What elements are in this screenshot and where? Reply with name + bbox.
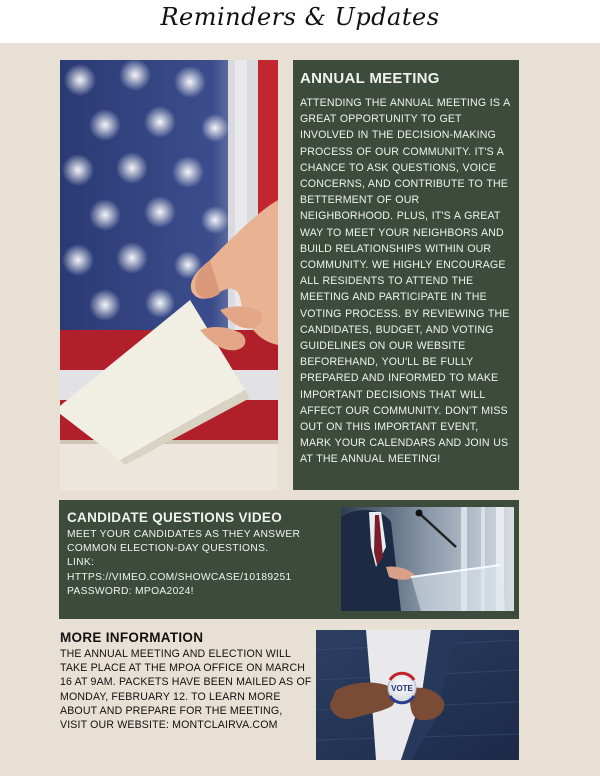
vote-pin-text: VOTE xyxy=(391,684,413,693)
more-information-section xyxy=(60,630,312,732)
candidate-video-box xyxy=(59,500,519,619)
more-information-title: MORE INFORMATION xyxy=(60,630,204,645)
candidate-video-password: PASSWORD: MPOA2024! xyxy=(67,585,194,597)
header-banner xyxy=(0,0,600,43)
candidate-video-link[interactable]: HTTPS://VIMEO.COM/SHOWCASE/10189251 xyxy=(67,571,292,583)
ballot-box-flag-photo xyxy=(60,60,278,490)
annual-meeting-title: ANNUAL MEETING xyxy=(300,70,440,87)
candidate-video-title: CANDIDATE QUESTIONS VIDEO xyxy=(67,510,283,525)
candidate-video-link-label: LINK: xyxy=(67,557,95,569)
candidate-video-line2: COMMON ELECTION-DAY QUESTIONS. xyxy=(67,543,269,555)
candidate-video-line1: MEET YOUR CANDIDATES AS THEY ANSWER xyxy=(67,529,301,540)
candidate-video-text xyxy=(67,510,337,599)
more-information-body: THE ANNUAL MEETING AND ELECTION WILL TAKE PLACE AT THE MPOA OFFICE ON MARCH 16 AT 9AM. PACKETS HAVE BEEN MAILED AS OF MONDAY, FEBRUARY 12. TO LEARN MORE ABOUT AND PREPARE FOR THE MEETING, VISIT OUR WEBSITE: MONTCLAIRVA.COM xyxy=(60,648,312,732)
page-title: Reminders & Updates xyxy=(160,3,440,31)
vote-pin-photo xyxy=(316,630,519,760)
speaker-podium-photo xyxy=(341,507,514,611)
annual-meeting-body: ATTENDING THE ANNUAL MEETING IS A GREAT OPPORTUNITY TO GET INVOLVED IN THE DECISION-MAKING PROCESS OF OUR COMMUNITY. IT'S A CHANCE TO ASK QUESTIONS, VOICE CONCERNS, AND CONTRIBUTE TO THE BETTERMENT OF OUR NEIGHBORHOOD. PLUS, IT'S A GREAT WAY TO MEET YOUR NEIGHBORS AND BUILD RELATIONSHIPS WITHIN OUR COMMUNITY. WE HIGHLY ENCOURAGE ALL RESIDENTS TO ATTEND THE MEETING AND PARTICIPATE IN THE VOTING PROCESS. BY REVIEWING THE CANDIDATES, BUDGET, AND VOTING GUIDELINES ON OUR WEBSITE BEFOREHAND, YOU'LL BE FULLY PREPARED AND INFORMED TO MAKE IMPORTANT DECISIONS THAT WILL AFFECT OUR COMMUNITY. DON'T MISS OUT ON THIS IMPORTANT EVENT, MARK YOUR CALENDARS AND JOIN US AT THE ANNUAL MEETING! xyxy=(300,97,510,466)
annual-meeting-box xyxy=(293,60,519,490)
